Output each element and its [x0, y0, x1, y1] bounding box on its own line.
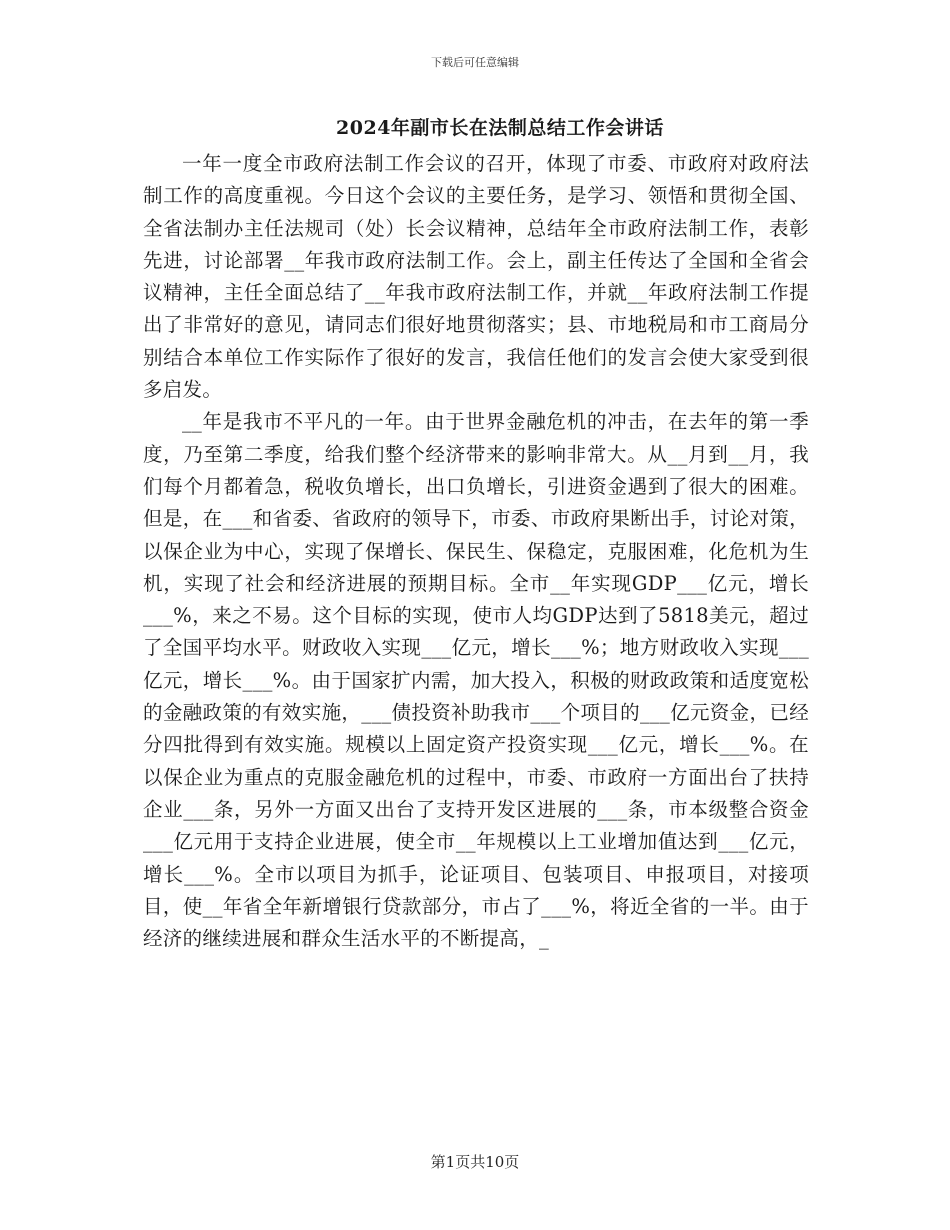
- header-note: 下载后可任意编辑: [431, 56, 519, 69]
- paragraph-1: 一年一度全市政府法制工作会议的召开，体现了市委、市政府对政府法制工作的高度重视。今日这个会议的主要任务，是学习、领悟和贯彻全国、全省法制办主任法规司（处）长会议精神，总结年全市政府法制工作，表彰先进，讨论部署__年我市政府法制工作。会上，副主任传达了全国和全省会议精神，主任全面总结了__年我市政府法制工作，并就__年政府法制工作提出了非常好的意见，请同志们很好地贯彻落实；县、市地税局和市工商局分别结合本单位工作实际作了很好的发言，我信任他们的发言会使大家受到很多启发。: [143, 152, 809, 402]
- page-footer: 第1页共10页: [430, 1153, 520, 1171]
- paragraph-2: __年是我市不平凡的一年。由于世界金融危机的冲击，在去年的第一季度，乃至第二季度，给我们整个经济带来的影响非常大。从__月到__月，我们每个月都着急，税收负增长，出口负增长，引进资金遇到了很大的困难。但是，在___和省委、省政府的领导下，市委、市政府果断出手，讨论对策，以保企业为中心，实现了保增长、保民生、保稳定，克服困难，化危机为生机，实现了社会和经济进展的预期目标。全市__年实现GDP___亿元，增长___%，来之不易。这个目标的实现，使市人均GDP达到了5818美元，超过了全国平均水平。财政收入实现___亿元，增长___%；地方财政收入实现___亿元，增长___%。由于国家扩内需，加大投入，积极的财政政策和适度宽松的金融政策的有效实施，___债投资补助我市___个项目的___亿元资金，已经分四批得到有效实施。规模以上固定资产投资实现___亿元，增长___%。在以保企业为重点的克服金融危机的过程中，市委、市政府一方面出台了扶持企业___条，另外一方面又出台了支持开发区进展的___条，市本级整合资金___亿元用于支持企业进展，使全市__年规模以上工业增加值达到___亿元，增长___%。全市以项目为抓手，论证项目、包装项目、申报项目，对接项目，使__年省全年新增银行贷款部分，市占了___%，将近全省的一半。由于经济的继续进展和群众生活水平的不断提高，_: [143, 410, 809, 951]
- document-title: 2024年副市长在法制总结工作会讲话: [336, 117, 664, 139]
- document-body: [143, 148, 809, 955]
